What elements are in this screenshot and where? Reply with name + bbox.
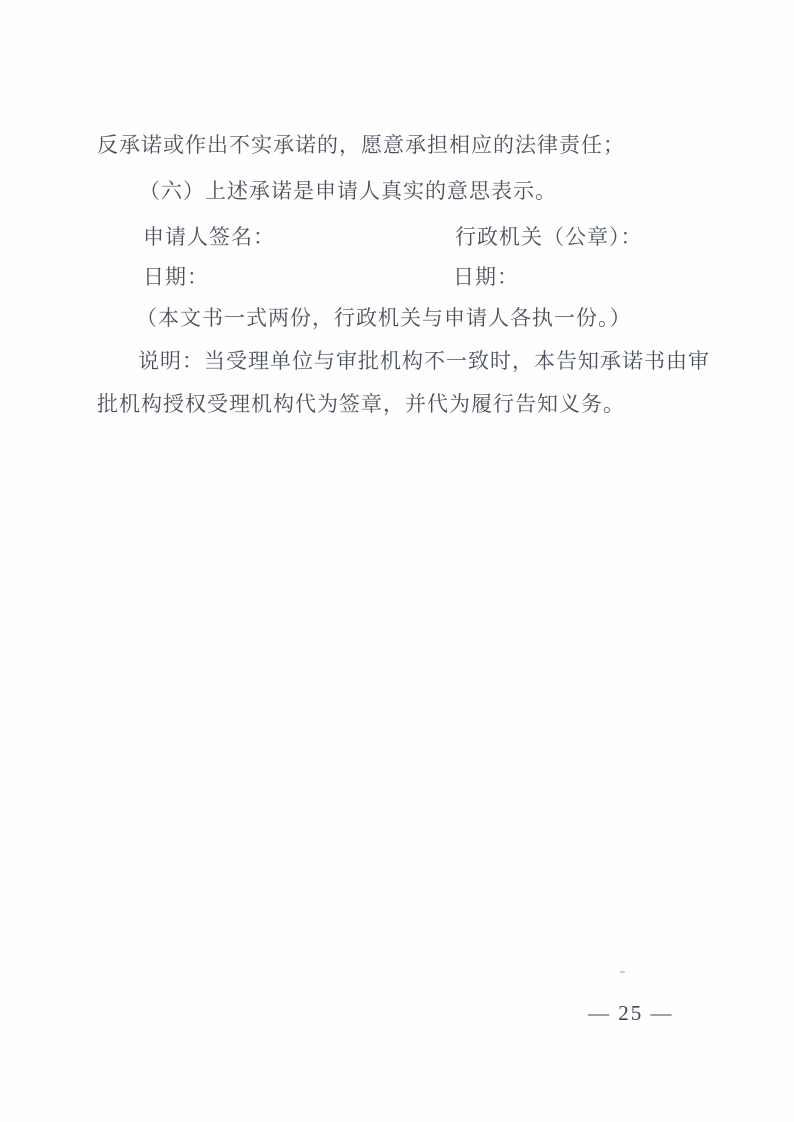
authority-seal-label: 行政机关（公章）： xyxy=(455,225,643,249)
applicant-signature-label: 申请人签名： xyxy=(143,225,275,249)
applicant-date-label: 日期： xyxy=(143,265,209,289)
paragraph-carryover-line: 反承诺或作出不实承诺的，愿意承担相应的法律责任； xyxy=(97,133,625,157)
list-item-six: （六）上述承诺是申请人真实的意思表示。 xyxy=(139,179,557,203)
copies-note: （本文书一式两份，行政机关与申请人各执一份。） xyxy=(136,306,632,330)
remark-line-2: 批机构授权受理机构代为签章，并代为履行告知义务。 xyxy=(97,392,625,416)
authority-date-label: 日期： xyxy=(453,265,519,289)
remark-line-1: 说明：当受理单位与审批机构不一致时，本告知承诺书由审 xyxy=(138,349,710,373)
page-number: — 25 — xyxy=(588,1001,674,1025)
scan-speck xyxy=(620,971,625,973)
